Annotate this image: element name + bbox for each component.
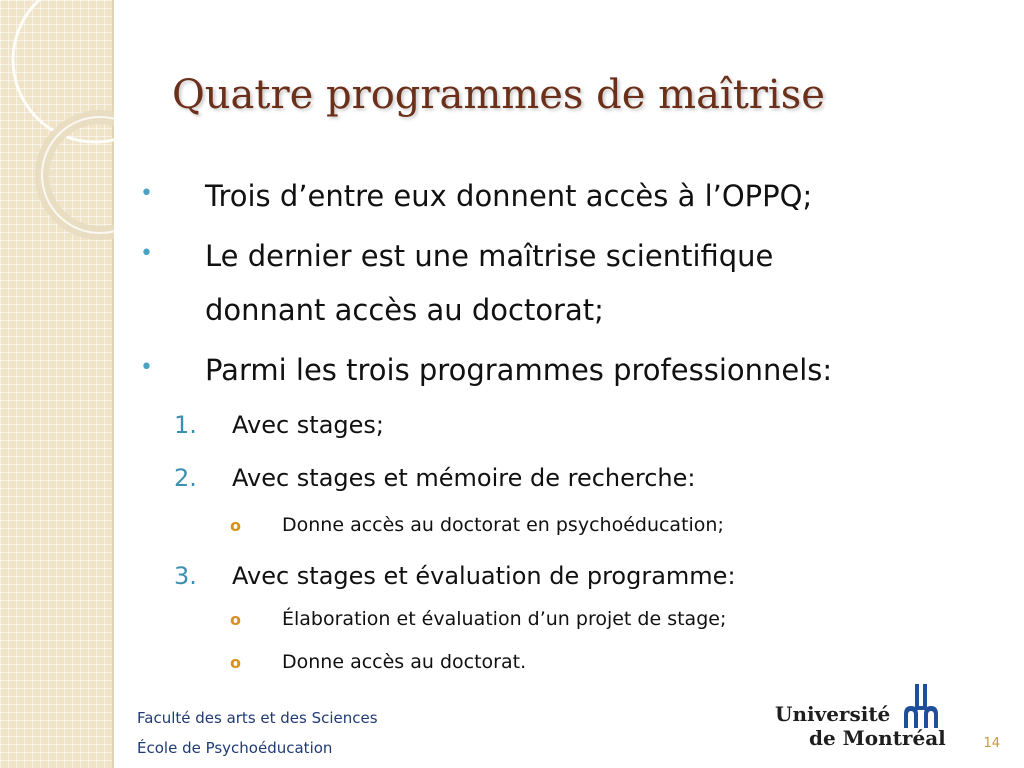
circle-bullet-icon: o <box>230 610 241 629</box>
item-text: Avec stages et mémoire de recherche: <box>232 464 696 492</box>
footer-school: École de Psychoéducation <box>137 739 333 757</box>
item-number: 1. <box>174 411 197 439</box>
logo-emblem-icon <box>902 684 944 728</box>
item-number: 2. <box>174 464 197 492</box>
sub-item-text: Donne accès au doctorat. <box>282 651 527 673</box>
circle-bullet-icon: o <box>230 516 241 535</box>
bullet-text: Parmi les trois programmes professionnels: <box>205 353 833 387</box>
item-number: 3. <box>174 562 197 590</box>
bullet-icon: • <box>140 181 153 206</box>
footer-faculty: Faculté des arts et des Sciences <box>137 709 378 727</box>
bullet-icon: • <box>140 241 153 266</box>
universite-de-montreal-logo <box>775 682 950 752</box>
circle-bullet-icon: o <box>230 653 241 672</box>
logo-text-line2: de Montréal <box>809 726 946 750</box>
bullet-text: Trois d’entre eux donnent accès à l’OPPQ; <box>205 179 813 213</box>
item-text: Avec stages; <box>232 411 385 439</box>
sub-item-text: Élaboration et évaluation d’un projet de stage; <box>282 608 727 630</box>
slide-number: 14 <box>983 736 1000 751</box>
slide-title: Quatre programmes de maîtrise <box>172 72 825 118</box>
bullet-icon: • <box>140 355 153 380</box>
bullet-text: Le dernier est une maîtrise scientifique <box>205 239 774 273</box>
sub-item-text: Donne accès au doctorat en psychoéducation; <box>282 514 724 536</box>
logo-text-line1: Université <box>775 702 891 726</box>
item-text: Avec stages et évaluation de programme: <box>232 562 736 590</box>
bullet-text-continuation: donnant accès au doctorat; <box>205 293 604 327</box>
